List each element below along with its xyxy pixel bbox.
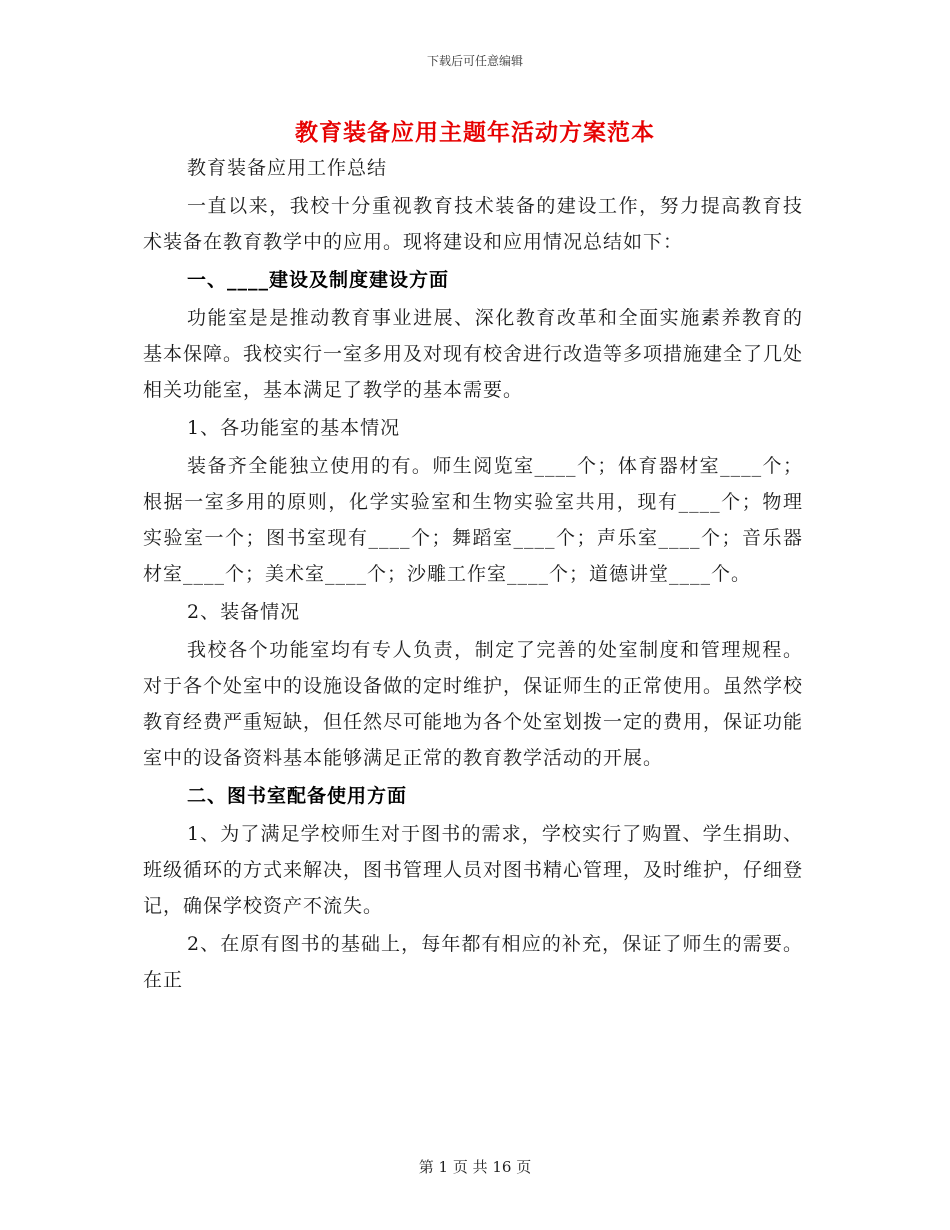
paragraph-function-rooms: 功能室是是推动教育事业进展、深化教育改革和全面实施素养教育的基本保障。我校实行一室多用及对现有校舍进行改造等多项措施建全了几处相关功能室，基本满足了教学的基本需要。 <box>143 307 804 401</box>
page-number: 第 1 页 共 16 页 <box>418 1158 532 1176</box>
paragraph-library-2: 2、在原有图书的基础上，每年都有相应的补充，保证了师生的需要。在正 <box>143 933 803 991</box>
document-title: 教育装备应用主题年活动方案范本 <box>295 119 655 146</box>
paragraph-equipment: 我校各个功能室均有专人负责，制定了完善的处室制度和管理规程。对于各个处室中的设施设备做的定时维护，保证师生的正常使用。虽然学校教育经费严重短缺，但任然尽可能地为各个处室划拨一定的费用，保证功能室中的设备资料基本能够满足正常的教育教学活动的开展。 <box>143 639 804 769</box>
document-body <box>143 150 803 1000</box>
subheading-1-2: 2、装备情况 <box>187 601 301 623</box>
page-header-note: 下载后可任意编辑 <box>426 54 523 68</box>
section-heading-1: 一、____建设及制度建设方面 <box>187 269 450 291</box>
section-heading-2: 二、图书室配备使用方面 <box>187 785 408 807</box>
paragraph-room-list: 装备齐全能独立使用的有。师生阅览室____个；体育器材室____个；根据一室多用的原则，化学实验室和生物实验室共用，现有____个；物理实验室一个；图书室现有____个；舞蹈室____个；声乐室____个；音乐器材室____个；美术室____个；沙雕工作室____个；道德讲堂____个。 <box>143 455 803 585</box>
paragraph-intro: 一直以来，我校十分重视教育技术装备的建设工作，努力提高教育技术装备在教育教学中的应用。现将建设和应用情况总结如下： <box>143 195 803 253</box>
subheading-1-1: 1、各功能室的基本情况 <box>187 417 401 439</box>
paragraph-subtitle: 教育装备应用工作总结 <box>187 157 388 179</box>
paragraph-library-1: 1、为了满足学校师生对于图书的需求，学校实行了购置、学生捐助、班级循环的方式来解决，图书管理人员对图书精心管理，及时维护，仔细登记，确保学校资产不流失。 <box>143 823 804 917</box>
